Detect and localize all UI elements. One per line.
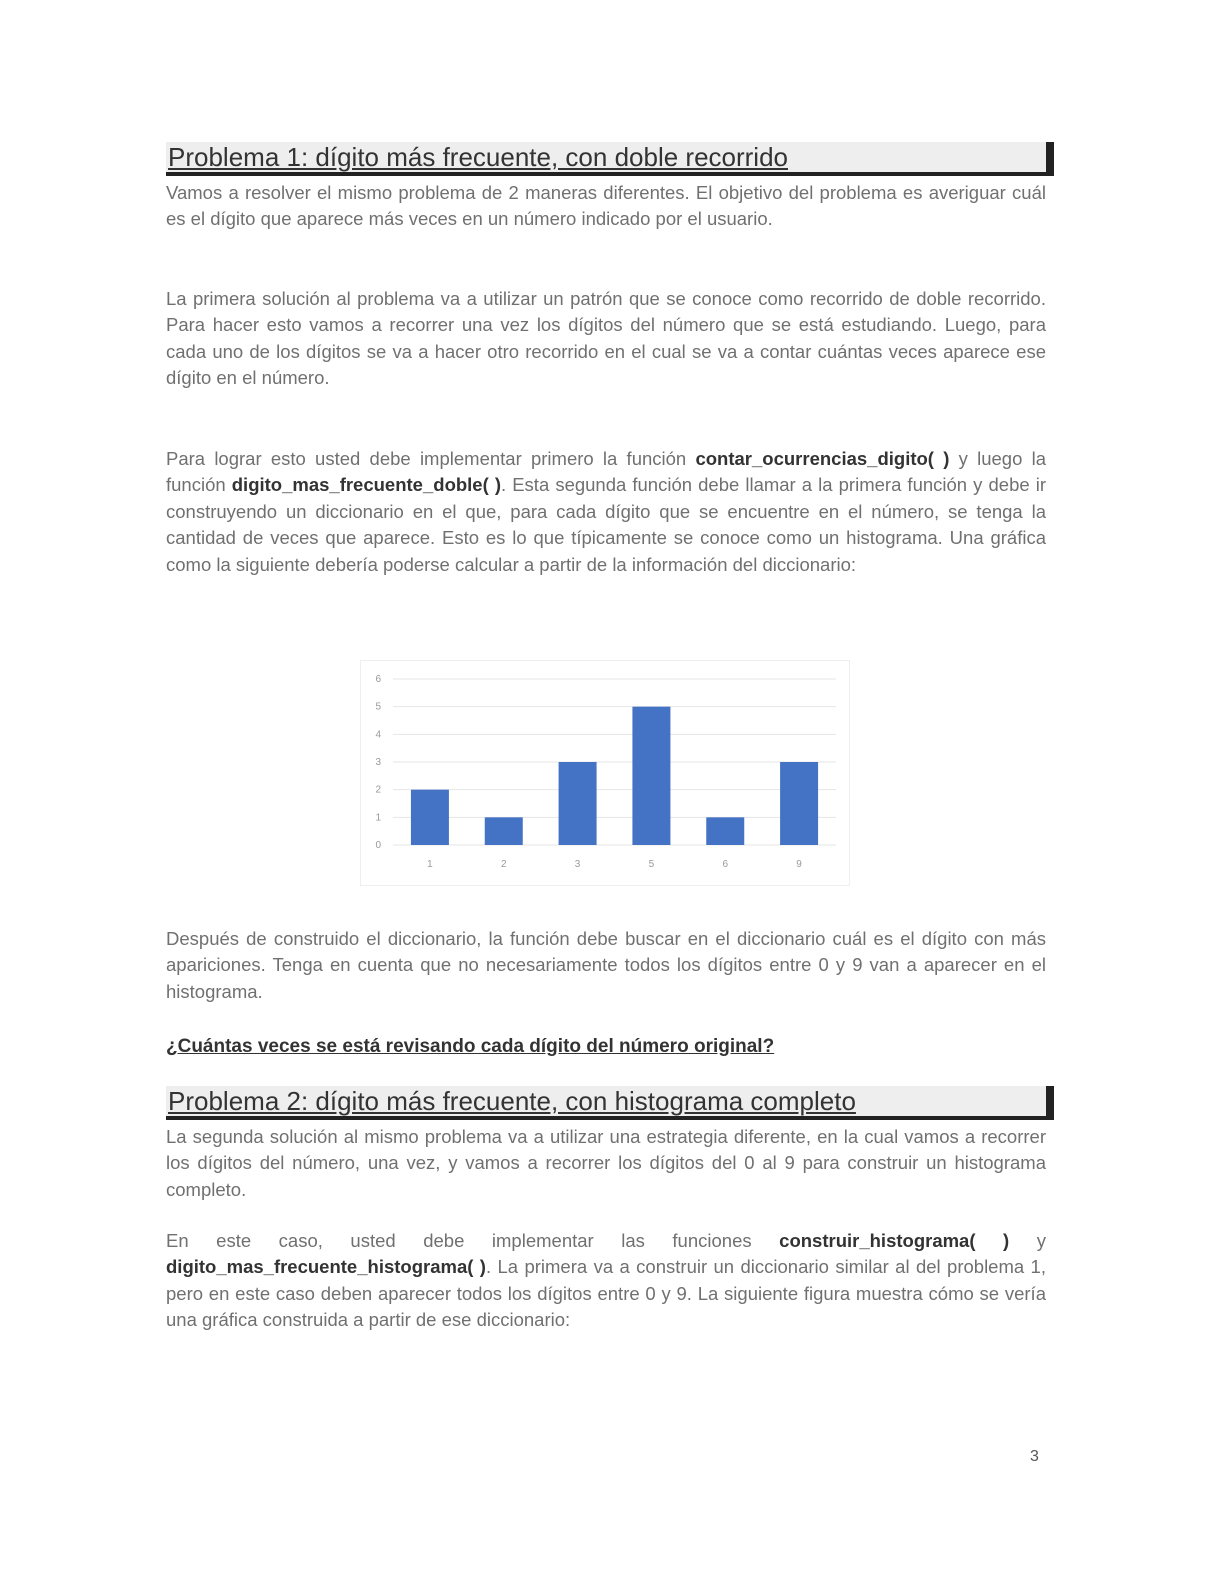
- paragraph-3-rest: . Esta segunda función debe llamar a la primera función y debe ir construyendo un diccionario en el que, para cada dígito que se encuentre en el número, se tenga la cantidad de veces que aparece. Esto es lo que típicamente se conoce como un histograma. Una gráfica como la siguiente debería poderse calcular a partir de la información del diccionario:: [166, 474, 1047, 575]
- bar-5: [632, 707, 670, 845]
- problem1-paragraph-4: Después de construido el diccionario, la función debe buscar en el diccionario cuál es el dígito con más apariciones. Tenga en cuenta que no necesariamente todos los dígitos entre 0 y 9 van a aparecer en el histograma.: [166, 928, 1046, 1002]
- y-tick-label: 0: [375, 840, 381, 851]
- function-name-count: contar_ocurrencias_digito( ): [695, 448, 950, 469]
- problem1-paragraph-3: [166, 446, 1046, 578]
- bar-3: [559, 762, 597, 845]
- question-text: ¿Cuántas veces se está revisando cada dígito del número original?: [166, 1036, 775, 1057]
- page-number: 3: [1030, 1448, 1039, 1465]
- paragraph-3-intro: Para lograr esto usted debe implementar primero la función: [166, 448, 696, 469]
- x-tick-label: 1: [427, 859, 433, 870]
- bar-2: [485, 817, 523, 845]
- y-tick-label: 6: [375, 674, 381, 685]
- x-tick-label: 3: [574, 859, 581, 870]
- y-tick-label: 4: [375, 729, 381, 741]
- bar-6: [706, 817, 744, 845]
- y-tick-label: 3: [375, 757, 381, 768]
- y-tick-label: 2: [375, 784, 381, 796]
- histogram-svg: [361, 661, 851, 887]
- paragraph-3-mid: y luego la función: [166, 448, 1046, 496]
- function-name-frequent-histogram: digito_mas_frecuente_histograma( ): [166, 1256, 486, 1278]
- y-tick-label: 5: [375, 701, 381, 713]
- x-tick-label: 5: [648, 859, 655, 870]
- paragraph-mid: y: [1009, 1230, 1046, 1251]
- y-tick-label: 1: [375, 812, 381, 824]
- problem1-paragraph-2: La primera solución al problema va a utilizar un patrón que se conoce como recorrido de doble recorrido. Para hacer esto vamos a recorrer una vez los dígitos del número que se está estudiando. Luego, para cada uno de los dígitos se va a hacer otro recorrido en el cual se va a contar cuántas veces aparece ese dígito en el número.: [166, 288, 1046, 389]
- x-tick-label: 2: [500, 859, 507, 870]
- function-name-frequent-double: digito_mas_frecuente_doble( ): [231, 474, 501, 496]
- problem2-paragraph-1: La segunda solución al mismo problema va a utilizar una estrategia diferente, en la cual vamos a recorrer los dígitos del número, una vez, y vamos a recorrer los dígitos del 0 al 9 para construir un histograma completo.: [166, 1126, 1046, 1200]
- function-name-build: construir_histograma( ): [779, 1230, 1010, 1251]
- problem2-paragraph-2: [166, 1228, 1046, 1334]
- x-tick-label: 9: [796, 859, 802, 870]
- histogram-chart: [360, 660, 850, 886]
- bar-1: [411, 790, 449, 845]
- paragraph-rest: . La primera va a construir un diccionario similar al del problema 1, pero en este caso deben aparecer todos los dígitos entre 0 y 9. La siguiente figura muestra cómo se vería una gráfica construida a partir de ese diccionario:: [166, 1256, 1046, 1331]
- bar-9: [780, 762, 818, 845]
- problem2-heading: Problema 2: dígito más frecuente, con histograma completo: [166, 1086, 1054, 1120]
- problem1-paragraph-1: Vamos a resolver el mismo problema de 2 maneras diferentes. El objetivo del problema es averiguar cuál es el dígito que aparece más veces en un número indicado por el usuario.: [166, 182, 1046, 230]
- problem1-heading: Problema 1: dígito más frecuente, con doble recorrido: [166, 142, 1054, 176]
- x-tick-label: 6: [722, 859, 729, 870]
- paragraph-intro: En este caso, usted debe implementar las funciones: [166, 1230, 780, 1251]
